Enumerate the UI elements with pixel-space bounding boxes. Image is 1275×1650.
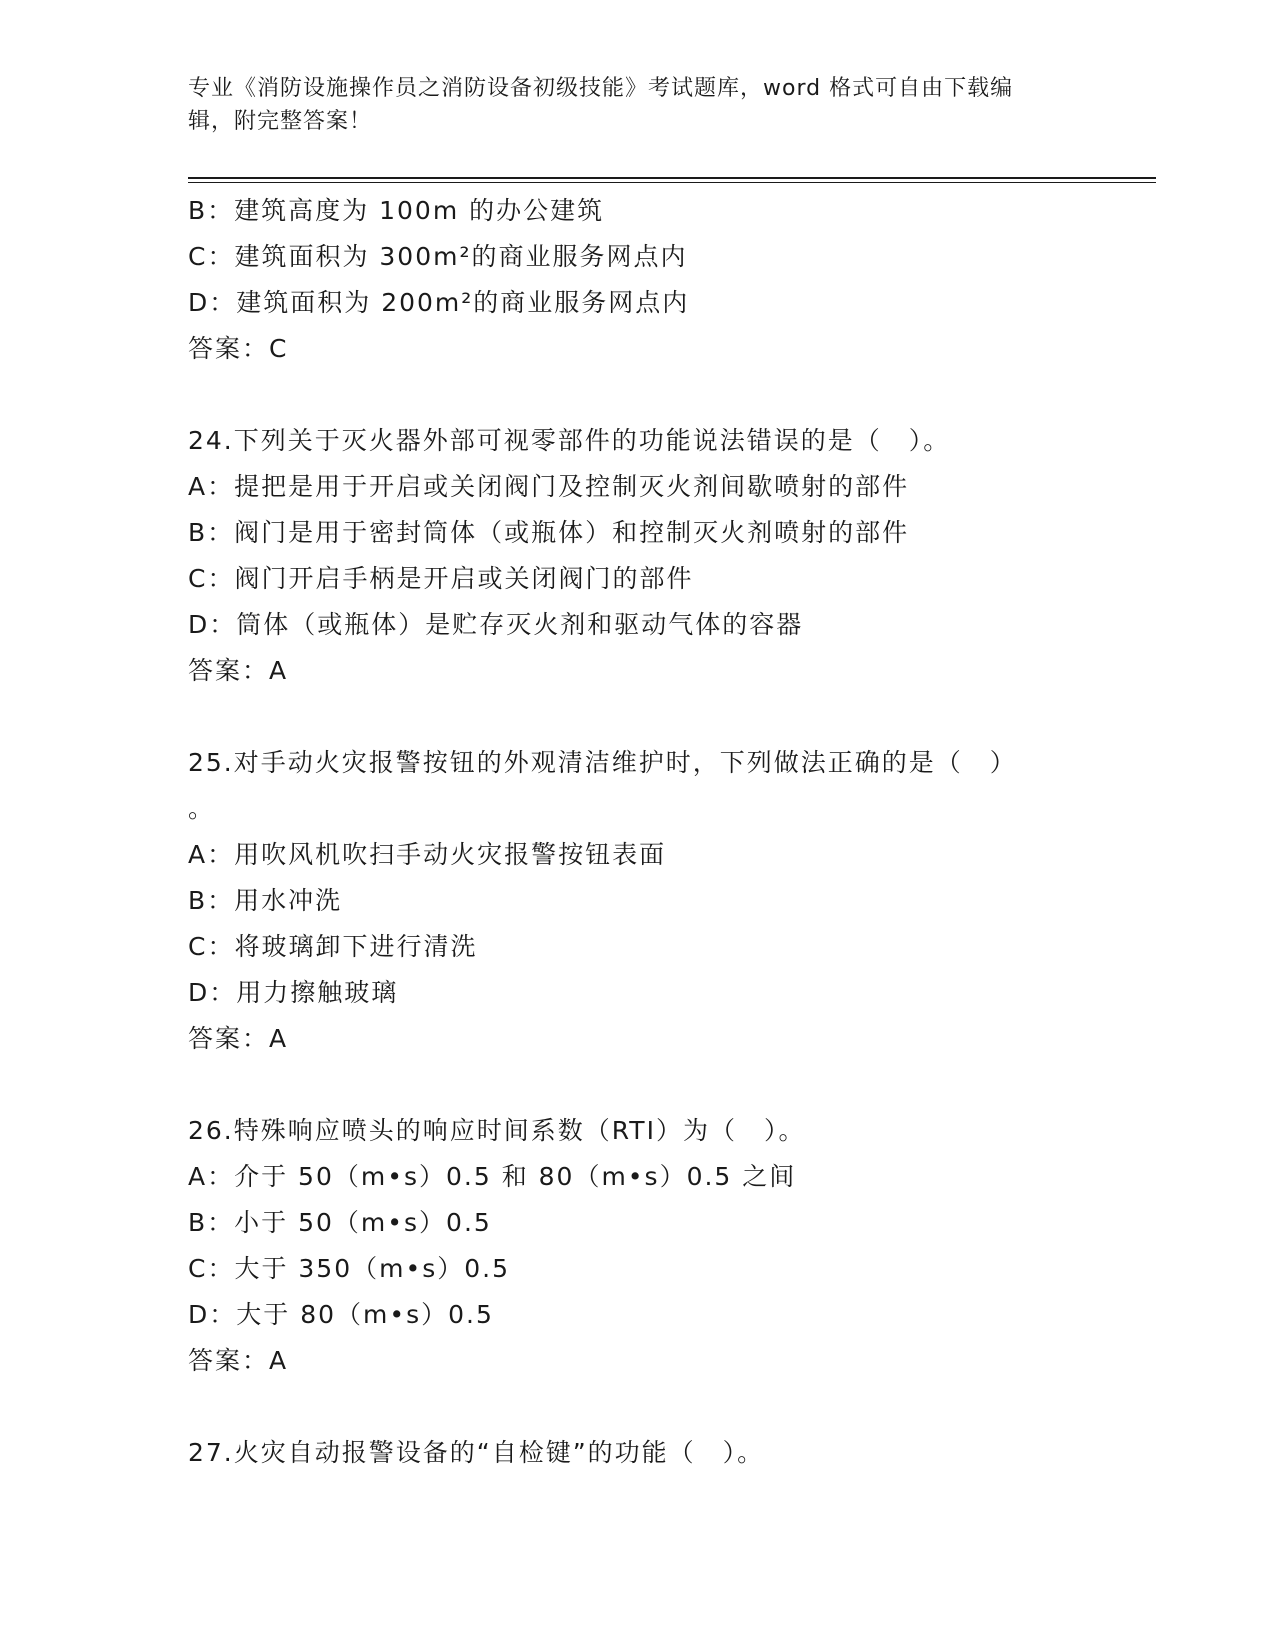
- answer-label: 答案：A: [188, 1024, 289, 1053]
- question-title: 27.火灾自动报警设备的“自检键”的功能（ ）。: [188, 1438, 765, 1467]
- header-line-2: 辑，附完整答案！: [188, 109, 373, 134]
- option-b: B：阀门是用于密封筒体（或瓶体）和控制灭火剂喷射的部件: [188, 518, 910, 547]
- answer-label: 答案：A: [188, 1346, 289, 1375]
- answer-label: 答案：C: [188, 334, 289, 363]
- question-block-24: [188, 418, 1108, 694]
- option-d: D：用力擦触玻璃: [188, 978, 399, 1007]
- option-d: D：建筑面积为 200m²的商业服务网点内: [188, 288, 690, 317]
- header-divider-thin: [188, 182, 1156, 183]
- question-title: 26.特殊响应喷头的响应时间系数（RTI）为（ ）。: [188, 1116, 806, 1145]
- option-a: A：用吹风机吹扫手动火灾报警按钮表面: [188, 840, 667, 869]
- header-line-1: 专业《消防设施操作员之消防设备初级技能》考试题库，word 格式可自由下载编: [188, 76, 1014, 101]
- option-a: A：介于 50（m•s）0.5 和 80（m•s）0.5 之间: [188, 1162, 797, 1191]
- header-divider-thick: [188, 177, 1156, 179]
- option-b: B：用水冲洗: [188, 886, 343, 915]
- question-list: [188, 188, 1108, 1476]
- question-block-25: [188, 740, 1108, 1062]
- option-d: D：筒体（或瓶体）是贮存灭火剂和驱动气体的容器: [188, 610, 804, 639]
- question-title: 24.下列关于灭火器外部可视零部件的功能说法错误的是（ ）。: [188, 426, 951, 455]
- question-title-continuation: 。: [188, 794, 216, 823]
- option-a: A：提把是用于开启或关闭阀门及控制灭火剂间歇喷射的部件: [188, 472, 910, 501]
- option-c: C：将玻璃卸下进行清洗: [188, 932, 478, 961]
- question-block-27: [188, 1430, 1108, 1476]
- option-c: C：大于 350（m•s）0.5: [188, 1254, 511, 1283]
- option-b: B：小于 50（m•s）0.5: [188, 1208, 492, 1237]
- answer-label: 答案：A: [188, 656, 289, 685]
- option-c: C：阀门开启手柄是开启或关闭阀门的部件: [188, 564, 694, 593]
- question-block-prev: [188, 188, 1108, 372]
- question-block-26: [188, 1108, 1108, 1384]
- option-c: C：建筑面积为 300m²的商业服务网点内: [188, 242, 688, 271]
- page-header: [188, 72, 1088, 138]
- option-d: D：大于 80（m•s）0.5: [188, 1300, 494, 1329]
- question-title: 25.对手动火灾报警按钮的外观清洁维护时，下列做法正确的是（ ）: [188, 748, 1017, 777]
- option-b: B：建筑高度为 100m 的办公建筑: [188, 196, 605, 225]
